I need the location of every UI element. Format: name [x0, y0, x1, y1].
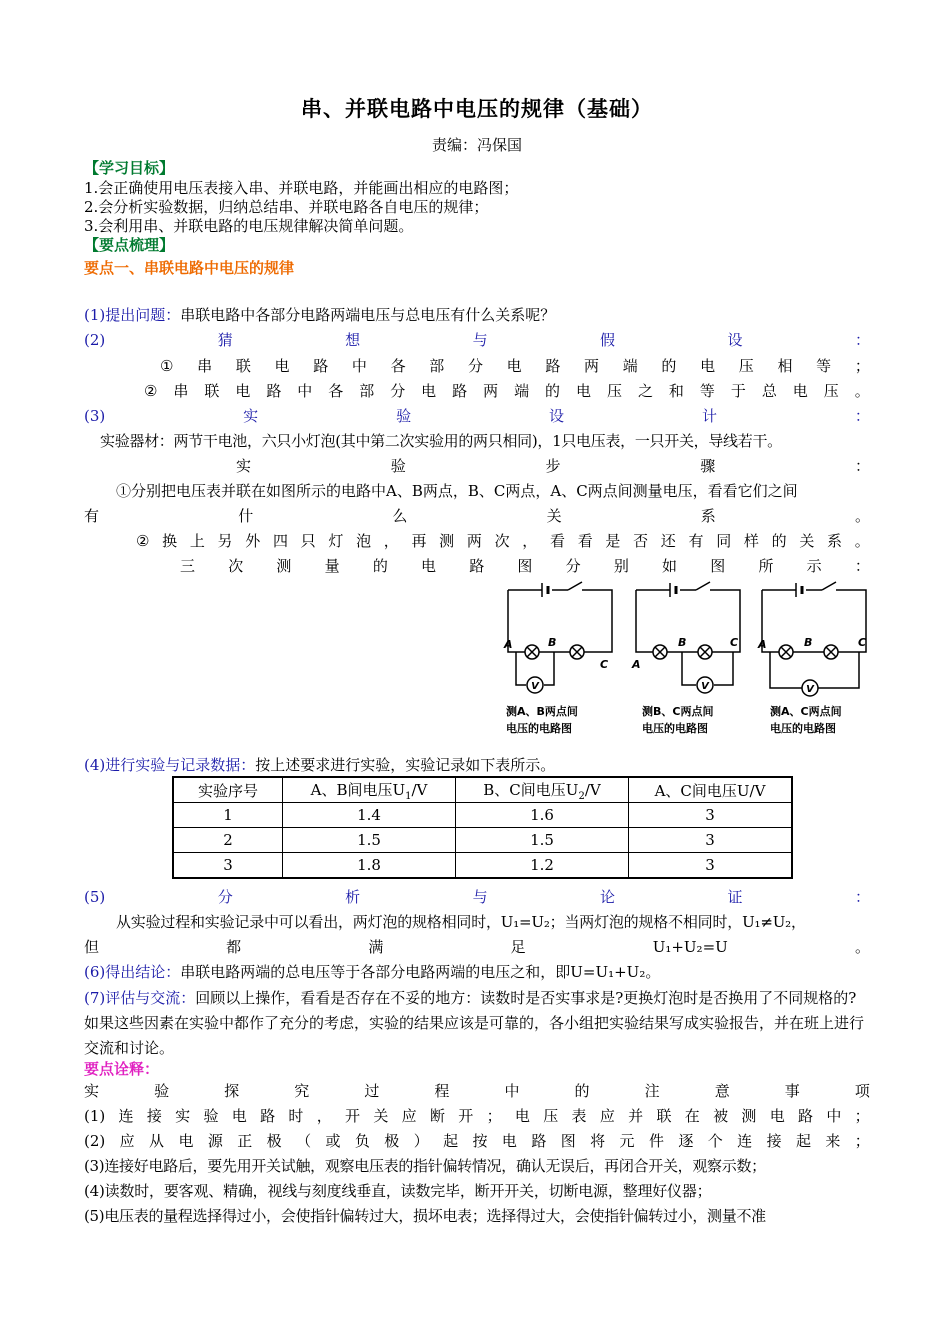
notes-title: 实 验 探 究 过 程 中 的 注 意 事 项	[84, 1082, 870, 1100]
step4-text: 按上述要求进行实验，实验记录如下表所示。	[255, 756, 556, 774]
equipment: 实验器材：两节干电池，六只小灯泡(其中第二次实验用的两只相同)，1只电压表，一只开关，导线若干。	[100, 432, 782, 450]
step6-label: (6)得出结论：	[84, 963, 181, 981]
node-a-label: A	[758, 638, 767, 651]
step6	[84, 961, 870, 983]
table-header: B、C间电压$U_2/V$	[456, 777, 629, 803]
step1-label: (1)提出问题：	[84, 306, 181, 324]
step6-text: 串联电路两端的总电压等于各部分电路两端的电压之和，即U=U₁+U₂。	[180, 963, 661, 981]
note-4: (4)读数时，要客观、精确，视线与刻度线垂直，读数完毕，断开开关，切断电源，整理好仪器；	[84, 1182, 712, 1200]
note-3: (3)连接好电路后，要先用开关试触，观察电压表的指针偏转情况，确认无误后，再闭合开关，观察示数；	[84, 1157, 766, 1175]
step3-label: (3) 实 验 设 计 ：	[84, 407, 870, 425]
procedure-1-end: 有 什 么 关 系 。	[84, 507, 870, 525]
node-b-label: B	[548, 636, 557, 649]
points-header: 【要点梳理】	[84, 236, 175, 254]
step4	[84, 754, 870, 776]
caption-bc-line1: 测B、C两点间	[642, 705, 714, 718]
notes-header: 要点诠释：	[84, 1060, 160, 1078]
step5-label: (5) 分 析 与 论 证 ：	[84, 888, 870, 906]
analysis-end: 但 都 满 足 U₁+U₂=U 。	[84, 938, 870, 956]
goal-item: 2.会分析实验数据，归纳总结串、并联电路各自电压的规律；	[84, 198, 489, 216]
steps-label: 实 验 步 骤 ：	[236, 457, 870, 475]
node-b-label: B	[804, 636, 813, 649]
circuit-ab	[508, 582, 612, 693]
point1-title: 要点一、串联电路中电压的规律	[84, 259, 295, 277]
step1-text: 串联电路中各部分电路两端电压与总电压有什么关系呢？	[180, 306, 556, 324]
step7	[84, 986, 870, 1061]
node-b-label: B	[678, 636, 687, 649]
step4-label: (4)进行实验与记录数据：	[84, 756, 256, 774]
table-header: A、B间电压$U_1/V$	[283, 777, 456, 803]
goal-item: 3.会利用串、并联电路的电压规律解决简单问题。	[84, 217, 414, 235]
circuit-ac	[762, 582, 866, 696]
procedure-1: ①分别把电压表并联在如图所示的电路中A、B两点，B、C两点，A、C两点间测量电压，看看它们之间	[116, 482, 798, 500]
table-header-row	[173, 777, 792, 803]
goal-item: 1.会正确使用电压表接入串、并联电路，并能画出相应的电路图；	[84, 179, 519, 197]
goals-header: 【学习目标】	[84, 159, 175, 177]
table-row: 2 1.5 1.5 3	[173, 828, 792, 853]
editor-credit: 责编：冯保国	[431, 136, 522, 154]
step7-label: (7)评估与交流：	[84, 989, 196, 1007]
caption-bc-line2: 电压的电路图	[642, 722, 708, 735]
procedure-2: ② 换 上 另 外 四 只 灯 泡 ， 再 测 两 次 ， 看 看 是 否 还 有 同 样 的 关 系 。	[136, 532, 870, 550]
node-c-label: C	[600, 658, 609, 671]
note-2: (2) 应 从 电 源 正 极 （ 或 负 极 ） 起 按 电 路 图 将 元 件 逐 个 连 接 起 来 ；	[84, 1132, 870, 1150]
page-title: 串、并联电路中电压的规律（基础）	[301, 97, 653, 121]
caption-ab-line1: 测A、B两点间	[506, 705, 578, 718]
voltmeter-label: V	[531, 681, 539, 692]
voltmeter-label: V	[701, 681, 709, 692]
table-header: A、C间电压U/V	[629, 777, 793, 803]
guess-1: ① 串 联 电 路 中 各 部 分 电 路 两 端 的 电 压 相 等 ；	[160, 357, 870, 375]
voltmeter-label: V	[806, 684, 814, 695]
procedure-3: 三 次 测 量 的 电 路 图 分 别 如 图 所 示 ：	[180, 557, 870, 575]
circuit-diagrams	[502, 580, 872, 750]
step7-text: 回顾以上操作，看看是否存在不妥的地方：读数时是否实事求是?更换灯泡时是否换用了不同规格的?如果这些因素在实验中都作了充分的考虑，实验的结果应该是可靠的，各小组把实验结果写成实验报告，并在班上进行交流和讨论。	[84, 989, 865, 1057]
guess-2: ② 串 联 电 路 中 各 部 分 电 路 两 端 的 电 压 之 和 等 于 总 电 压 。	[144, 382, 870, 400]
node-a-label: A	[632, 658, 641, 671]
caption-ac-line2: 电压的电路图	[770, 722, 836, 735]
circuit-bc	[636, 582, 740, 693]
node-c-label: C	[858, 636, 867, 649]
caption-ac-line1: 测A、C两点间	[770, 705, 842, 718]
note-5: (5)电压表的量程选择得过小，会使指针偏转过大，损坏电表；选择得过大，会使指针偏转过小，测量不准	[84, 1207, 766, 1225]
table-row: 1 1.4 1.6 3	[173, 803, 792, 828]
node-a-label: A	[504, 638, 513, 651]
analysis: 从实验过程和实验记录中可以看出，两灯泡的规格相同时，U₁=U₂；当两灯泡的规格不相同时，U₁≠U₂，	[116, 913, 806, 931]
step2-label: (2) 猜 想 与 假 设 ：	[84, 331, 870, 349]
note-1: (1) 连 接 实 验 电 路 时 ， 开 关 应 断 开 ； 电 压 表 应 并 联 在 被 测 电 路 中 ；	[84, 1107, 870, 1125]
step1	[84, 304, 870, 326]
table-header: 实验序号	[173, 777, 283, 803]
table-row: 3 1.8 1.2 3	[173, 853, 792, 879]
data-table	[172, 776, 793, 879]
node-c-label: C	[730, 636, 739, 649]
caption-ab-line2: 电压的电路图	[506, 722, 572, 735]
